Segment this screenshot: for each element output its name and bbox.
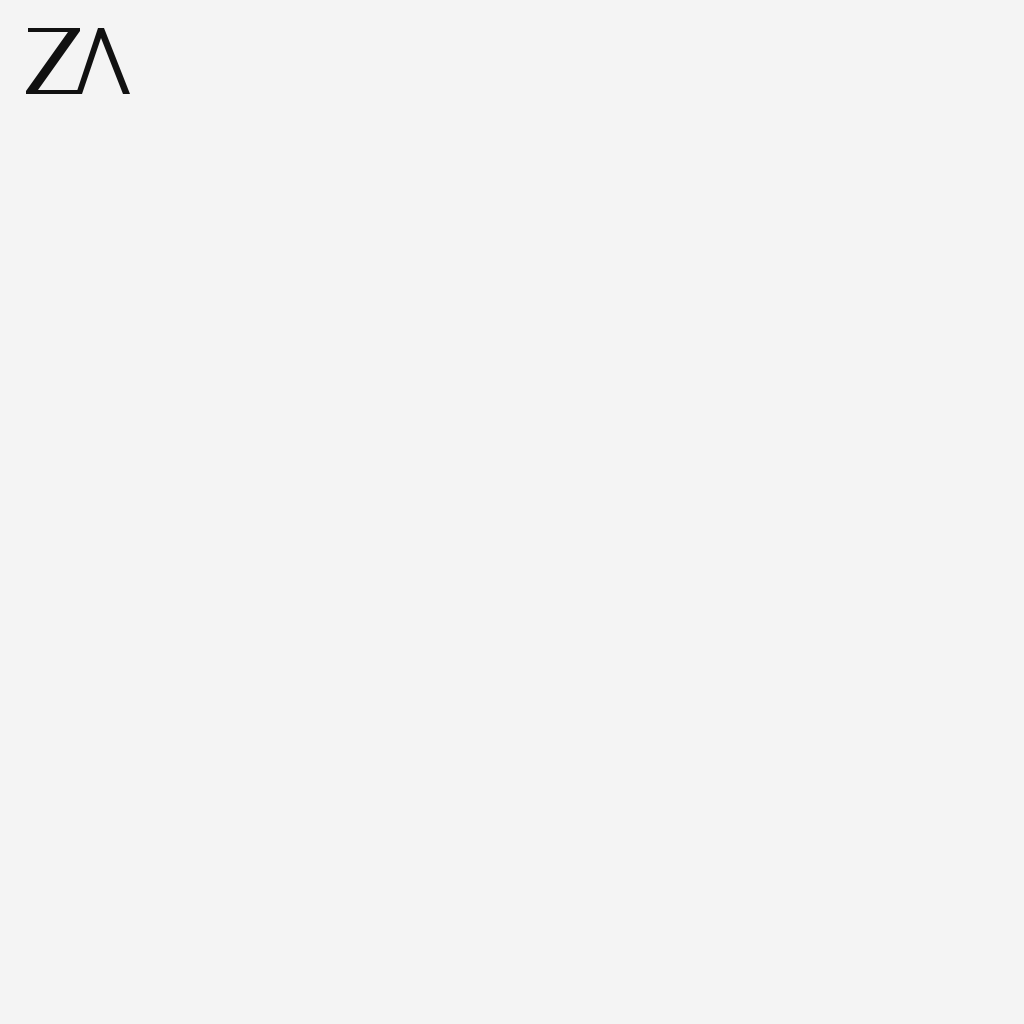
measurement-title	[18, 194, 56, 239]
skirt-measurement-heading	[214, 694, 230, 739]
za-monogram	[24, 26, 132, 96]
brand-logo	[24, 26, 136, 128]
